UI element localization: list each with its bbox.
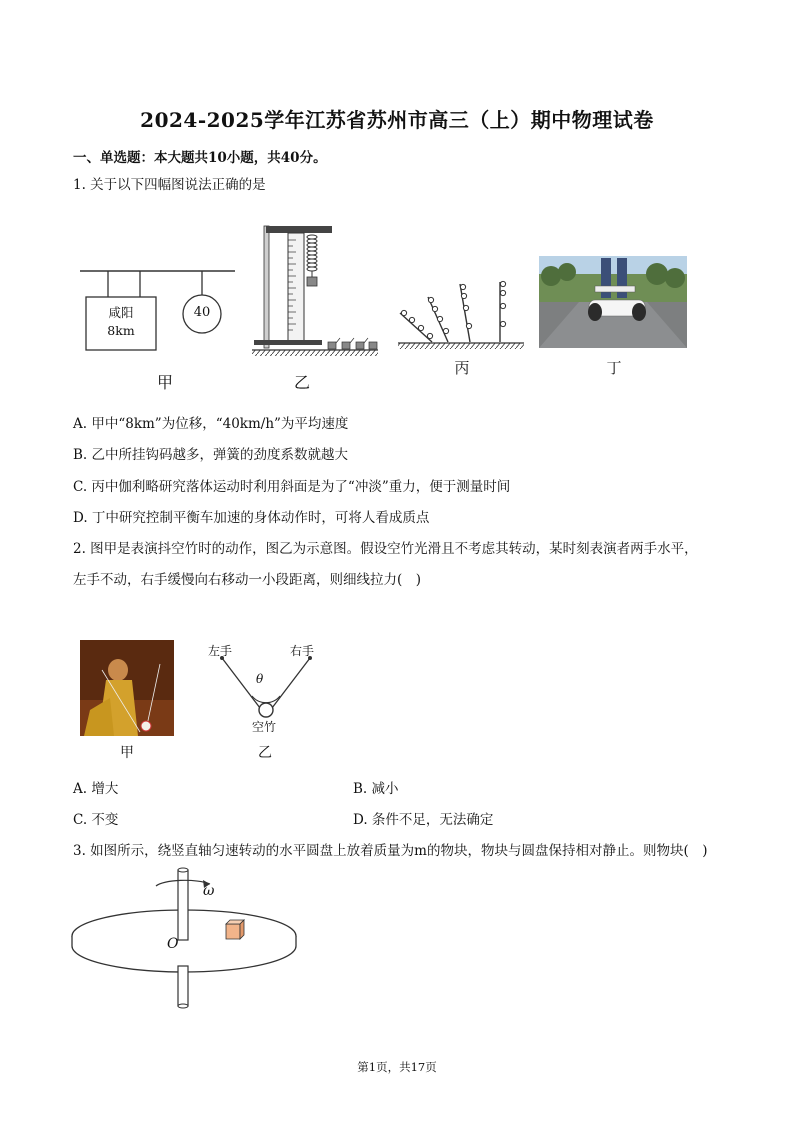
q1-label-bing: 丙 bbox=[454, 359, 470, 377]
hook-weight-icon bbox=[307, 277, 317, 286]
q2-figure-yi bbox=[212, 652, 324, 724]
q1-option-c: C. 丙中伽利略研究落体运动时利用斜面是为了“冲淡”重力，便于测量时间 bbox=[73, 479, 511, 495]
q1-figure-bing bbox=[396, 276, 526, 352]
q2-figure-jia bbox=[80, 640, 174, 736]
q3-stem: 3. 如图所示，绕竖直轴匀速转动的水平圆盘上放着质量为m的物块，物块与圆盘保持相对静止。则物块( ) bbox=[73, 843, 708, 859]
q2-option-b: B. 减小 bbox=[353, 781, 399, 797]
q1-option-a: A. 甲中“8km”为位移，“40km/h”为平均速度 bbox=[73, 416, 349, 432]
right-hand-label: 右手 bbox=[290, 644, 315, 658]
q2-label-jia: 甲 bbox=[120, 745, 134, 761]
diabolo-icon bbox=[259, 703, 273, 717]
q1-option-b: B. 乙中所挂钩码越多，弹簧的劲度系数就越大 bbox=[73, 447, 349, 463]
sign-city: 咸阳 bbox=[108, 305, 134, 320]
balls-icon bbox=[401, 281, 505, 338]
q2-option-c: C. 不变 bbox=[73, 812, 119, 828]
angle-label: θ bbox=[256, 672, 264, 686]
q1-label-jia: 甲 bbox=[156, 373, 173, 392]
spring-icon bbox=[307, 235, 317, 271]
diabolo-label: 空竹 bbox=[252, 720, 277, 734]
page-footer: 第1页，共17页 bbox=[357, 1060, 437, 1074]
omega-label: ω bbox=[203, 883, 215, 899]
block-icon bbox=[226, 920, 244, 939]
q1-label-ding: 丁 bbox=[606, 359, 622, 377]
hook-weights-icon bbox=[328, 338, 377, 349]
q1-label-yi: 乙 bbox=[293, 373, 310, 392]
page-title: 2024-2025学年江苏省苏州市高三（上）期中物理试卷 bbox=[140, 108, 654, 132]
sign-distance: 8km bbox=[107, 323, 135, 338]
section-heading: 一、单选题：本大题共10小题，共40分。 bbox=[73, 150, 327, 166]
q2-option-d: D. 条件不足，无法确定 bbox=[353, 812, 494, 828]
sign-speed: 40 bbox=[193, 305, 211, 320]
origin-label: O bbox=[167, 936, 179, 952]
q1-figure-ding bbox=[539, 256, 687, 348]
q2-stem-line2: 左手不动，右手缓慢向右移动一小段距离，则细线拉力( ) bbox=[73, 572, 422, 588]
q1-stem: 1. 关于以下四幅图说法正确的是 bbox=[73, 177, 266, 193]
q1-figure-yi bbox=[252, 222, 380, 362]
q2-label-yi: 乙 bbox=[258, 745, 272, 761]
left-hand-label: 左手 bbox=[208, 644, 233, 658]
q1-option-d: D. 丁中研究控制平衡车加速的身体动作时，可将人看成质点 bbox=[73, 510, 430, 526]
q2-stem-line1: 2. 图甲是表演抖空竹时的动作，图乙为示意图。假设空竹光滑且不考虑其转动，某时刻表演者两手水平， bbox=[73, 541, 698, 557]
q2-option-a: A. 增大 bbox=[73, 781, 119, 797]
q3-figure-disk bbox=[70, 866, 306, 1012]
